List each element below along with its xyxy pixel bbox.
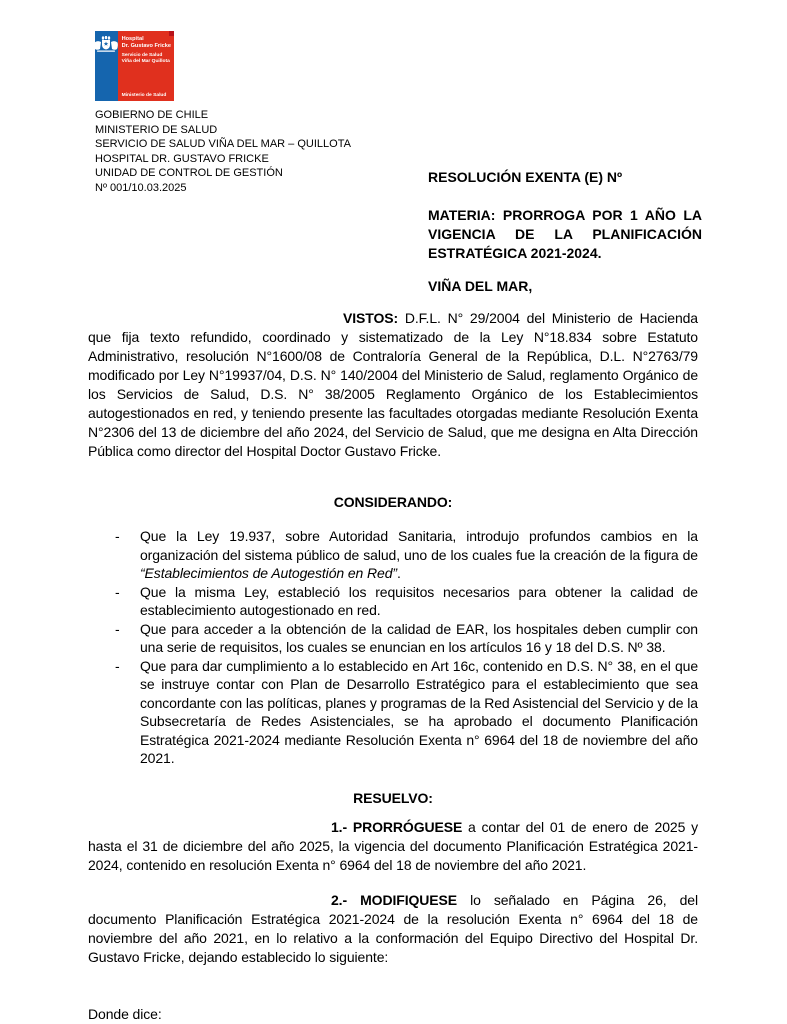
considerando-heading: CONSIDERANDO: — [333, 494, 453, 510]
logo-red-panel — [118, 31, 174, 101]
letterhead-line-gobierno: GOBIERNO DE CHILE — [95, 109, 209, 121]
donde-dice-label: Donde dice: — [88, 1005, 162, 1022]
item-1-quoted-phrase: “Establecimientos de Autogestión en Red” — [140, 565, 397, 581]
clause-1-text: a contar del 01 de enero de 2025 y hasta el 31 de diciembre del año 2025, la vigencia del documento Planificación Estratégica 2021-2024, contenido en resolución Exenta n° 6964 del 18 de noviembre del año 2021. — [88, 818, 698, 873]
resolution-place: VIÑA DEL MAR, — [428, 278, 533, 294]
considerando-item-2 — [88, 583, 698, 620]
document-body — [88, 309, 698, 1024]
letterhead — [95, 108, 351, 196]
considerando-item-1 — [88, 527, 698, 583]
clause-2-number: 2.- MODIFIQUESE — [331, 891, 458, 908]
considerando-item-3 — [88, 620, 698, 657]
item-1-text-after: . — [396, 565, 401, 581]
logo-service-block — [122, 53, 171, 65]
logo-blue-panel — [95, 31, 118, 101]
logo-hospital-line1: Hospital — [121, 36, 144, 42]
resuelvo-clause-2 — [88, 891, 698, 967]
letterhead-line-unidad: UNIDAD DE CONTROL DE GESTIÓN — [95, 167, 283, 180]
logo-corner-mark — [169, 31, 174, 36]
logo-ministry-label: Ministerio de Salud — [121, 93, 167, 98]
clause-2-text: lo señalado en Página 26, del documento Planificación Estratégica 2021-2024 de la resolución Exenta n° 6964 del 18 de noviembre del año 2021, en lo relativo a la conformación del Equipo Directivo del Hospital Dr. Gustavo Fricke, dejando establecido lo siguiente: — [88, 891, 698, 965]
considerando-item-2-text: Que la misma Ley, estableció los requisitos necesarios para obtener la calidad de establecimiento autogestionado en red. — [140, 583, 698, 618]
coat-of-arms-icon — [93, 36, 120, 53]
hospital-logo — [95, 31, 174, 101]
resuelvo-heading: RESUELVO: — [353, 789, 433, 806]
vistos-paragraph — [88, 309, 698, 461]
resuelvo-clause-1 — [88, 818, 698, 875]
considerando-list — [88, 527, 698, 768]
logo-service-line1: Servicio de Salud — [121, 53, 163, 59]
considerando-item-3-text: Que para acceder a la obtención de la calidad de EAR, los hospitales deben cumplir con una serie de requisitos, los cuales se enuncian en los artículos 16 y 18 del D.S. Nº 38. — [140, 620, 698, 655]
letterhead-line-servicio: SERVICIO DE SALUD VIÑA DEL MAR – QUILLOTA — [95, 138, 351, 151]
resolution-header — [428, 168, 702, 296]
letterhead-line-hospital: HOSPITAL DR. GUSTAVO FRICKE — [95, 152, 269, 165]
considerando-item-4 — [88, 657, 698, 768]
logo-service-line2: Viña del Mar Quillota — [121, 59, 170, 65]
resolution-number-title: RESOLUCIÓN EXENTA (E) Nº — [428, 169, 623, 185]
bullet-dash: - — [115, 583, 120, 600]
letterhead-line-ministerio: MINISTERIO DE SALUD — [95, 123, 218, 136]
logo-hospital-line2: Dr. Gustavo Fricke — [121, 42, 171, 49]
clause-1-number: 1.- PRORRÓGUESE — [331, 818, 463, 835]
bullet-dash: - — [115, 657, 120, 674]
vistos-text: D.F.L. N° 29/2004 del Ministerio de Hacienda que fija texto refundido, coordinado y sistematizado de la Ley N°18.834 sobre Estatuto Administrativo, resolución N°1600/08 de Contraloría General de la República, D.L. N°2763/79 modificado por Ley N°19937/04, D.S. N° 140/2004 del Ministerio de Salud, reglamento Orgánico de los Servicios de Salud, D.S. N° 38/2005 Reglamento Orgánico de los Establecimientos autogestionados en red, y teniendo presente las facultades otorgadas mediante Resolución Exenta N°2306 del 13 de diciembre del año 2024, del Servicio de Salud, que me designa en Alta Dirección Pública como director del Hospital Doctor Gustavo Fricke. — [88, 310, 698, 459]
considerando-item-4-text: Que para dar cumplimiento a lo establecido en Art 16c, contenido en D.S. N° 38, en el que se instruye contar con Plan de Desarrollo Estratégico para el establecimiento que sea concordante con las políticas, planes y programas de la Red Asistencial del Servicio y de la Subsecretaría de Redes Asistenciales, se ha aprobado el documento Planificación Estratégica 2021-2024 mediante Resolución Exenta n° 6964 del 18 de noviembre del año 2021. — [140, 657, 698, 766]
letterhead-line-numero: Nº 001/10.03.2025 — [95, 181, 187, 194]
bullet-dash: - — [115, 528, 120, 544]
vistos-label: VISTOS: — [343, 310, 399, 326]
resolution-subject: MATERIA: PRORROGA POR 1 AÑO LA VIGENCIA DE LA PLANIFICACIÓN ESTRATÉGICA 2021-2024. — [428, 207, 702, 261]
considerando-item-1-text — [140, 527, 698, 583]
item-1-text-before: Que la Ley 19.937, sobre Autoridad Sanitaria, introdujo profundos cambios en la organización del sistema público de salud, uno de los cuales fue la creación de la figura de — [140, 528, 698, 563]
bullet-dash: - — [115, 620, 120, 637]
